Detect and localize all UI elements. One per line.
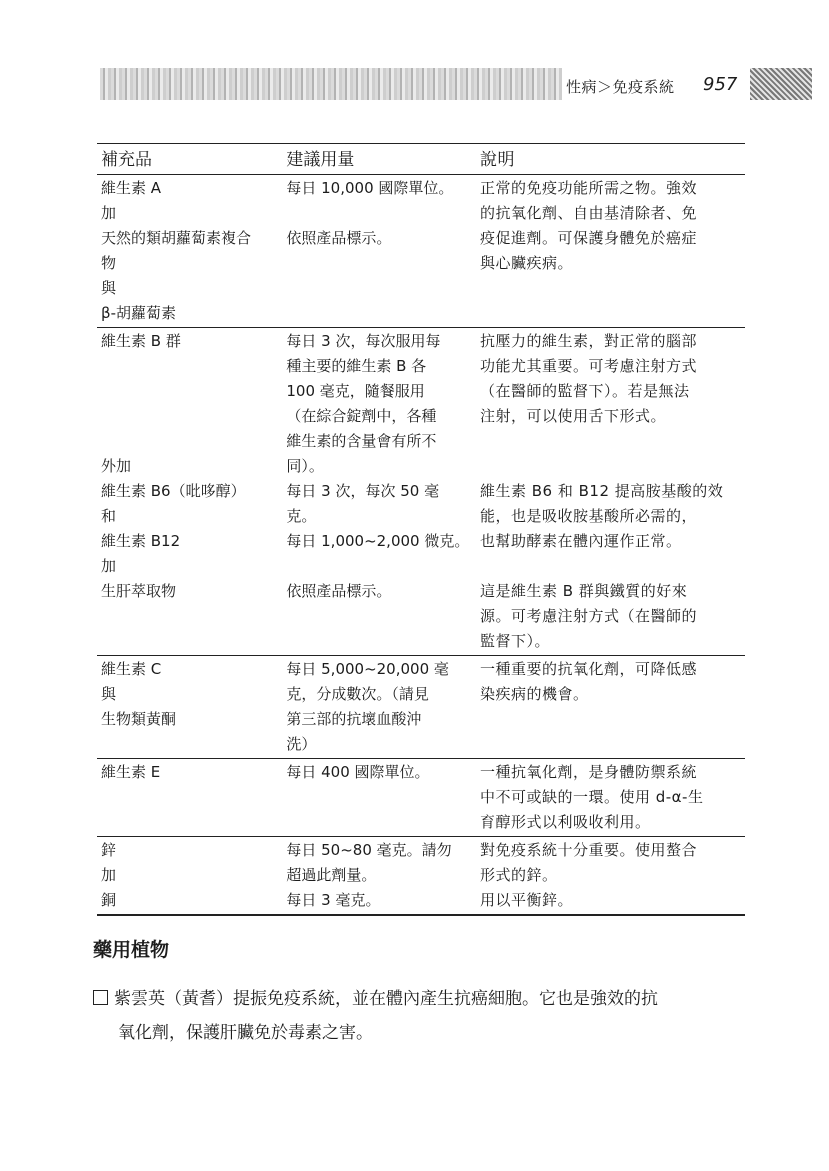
supplement-cell-line: 維生素 A: [101, 179, 162, 197]
note-cell: [476, 656, 745, 759]
supplement-cell: [97, 837, 282, 916]
note-cell-line: 監督下）。: [479, 632, 550, 650]
note-cell-line: 用以平衡鋅。: [479, 891, 573, 909]
note-cell-line: 的抗氧化劑、自由基清除者、免: [479, 204, 697, 222]
note-cell: [476, 837, 745, 916]
dosage-cell-line: 每日 10,000 國際單位。: [286, 179, 454, 197]
supplement-cell-line: 天然的類胡蘿蔔素複合: [101, 229, 252, 247]
dosage-cell: [282, 759, 476, 837]
note-cell-line: 與心臟疾病。: [479, 254, 573, 272]
supplement-cell-line: [101, 379, 278, 404]
note-cell: [476, 328, 745, 656]
supplement-cell-line: 維生素 B6（吡哆醇）: [101, 482, 246, 500]
paragraph-line-1: 紫雲英（黃耆）提振免疫系統，並在體內產生抗癌細胞。它也是強效的抗: [114, 989, 658, 1009]
dosage-cell: [282, 328, 476, 656]
note-cell-line: [480, 429, 741, 454]
dosage-cell-line: 每日 5,000~20,000 毫: [286, 660, 449, 678]
supplement-cell-line: 和: [101, 507, 117, 525]
supplement-cell: [97, 175, 282, 328]
table-row: [97, 328, 745, 656]
note-cell-line: 維生素 B6 和 B12 提高胺基酸的效: [479, 482, 724, 500]
dosage-cell-line: 每日 1,000~2,000 微克。: [286, 532, 470, 550]
header-supplement: 補充品: [97, 144, 282, 175]
supplement-cell-line: β-胡蘿蔔素: [101, 304, 176, 322]
supplement-cell-line: 維生素 E: [101, 763, 161, 781]
dosage-cell-line: 洗）: [286, 735, 317, 753]
dosage-cell-line: 每日 3 次，每次服用每: [286, 332, 441, 350]
note-cell-line: （在醫師的監督下）。若是無法: [479, 382, 690, 400]
table-header-row: [97, 144, 745, 175]
supplement-cell-line: [101, 429, 278, 454]
note-cell-line: 一種重要的抗氧化劑，可降低感: [479, 660, 697, 678]
header-note: 說明: [476, 144, 745, 175]
dosage-cell-line: 每日 400 國際單位。: [286, 763, 430, 781]
supplement-cell-line: 銅: [101, 891, 117, 909]
table-row: [97, 759, 745, 837]
supplement-cell-line: 維生素 B12: [101, 532, 181, 550]
supplement-cell-line: 維生素 B 群: [101, 332, 181, 350]
dosage-cell-line: 每日 50~80 毫克。請勿: [286, 841, 452, 859]
dosage-cell-line: 克。: [286, 507, 317, 525]
dosage-cell: [282, 175, 476, 328]
dosage-cell-line: 克，分成數次。（請見: [286, 685, 429, 703]
section-heading-herbs: 藥用植物: [93, 939, 170, 961]
supplement-cell: [97, 328, 282, 656]
note-cell: [476, 175, 745, 328]
supplement-cell-line: 鋅: [101, 841, 117, 859]
page-corner-mark: [750, 68, 812, 100]
supplement-cell: [97, 656, 282, 759]
note-cell-line: 對免疫系統十分重要。使用螯合: [479, 841, 697, 859]
supplement-table: [97, 143, 745, 916]
running-header-text-band: [100, 68, 562, 100]
page-number: 957: [703, 74, 738, 95]
table-row: [97, 175, 745, 328]
note-cell-line: 一種抗氧化劑，是身體防禦系統: [479, 763, 697, 781]
note-cell-line: 源。可考慮注射方式（在醫師的: [479, 607, 697, 625]
dosage-cell-line: 第三部的抗壞血酸沖: [286, 710, 422, 728]
dosage-cell-line: 依照產品標示。: [286, 229, 392, 247]
note-cell-line: 育醇形式以利吸收利用。: [479, 813, 651, 831]
supplement-cell-line: 生物類黃酮: [101, 710, 177, 728]
dosage-cell-line: 同）。: [286, 457, 324, 475]
supplement-cell: [97, 759, 282, 837]
note-cell-line: 染疾病的機會。: [479, 685, 589, 703]
supplement-cell-line: [101, 404, 278, 429]
dosage-cell-line: 依照產品標示。: [286, 582, 392, 600]
dosage-cell-line: 種主要的維生素 B 各: [286, 357, 427, 375]
dosage-cell-line: 100 毫克，隨餐服用: [286, 382, 425, 400]
dosage-cell-line: 維生素的含量會有所不: [286, 432, 437, 450]
note-cell-line: 疫促進劑。可保護身體免於癌症: [479, 229, 697, 247]
supplement-cell-line: 加: [101, 557, 117, 575]
supplement-cell-line: 物: [101, 254, 117, 272]
note-cell-line: 形式的鋅。: [479, 866, 558, 884]
dosage-cell: [282, 837, 476, 916]
table-row: [97, 656, 745, 759]
note-cell-line: 注射，可以使用舌下形式。: [479, 407, 666, 425]
table-row: [97, 837, 745, 916]
header-dosage: 建議用量: [282, 144, 476, 175]
supplement-cell-line: 與: [101, 279, 117, 297]
dosage-cell-line: [286, 201, 472, 226]
note-cell-line: 這是維生素 B 群與鐵質的好來: [479, 582, 688, 600]
paragraph-line-2: 氧化劑，保護肝臟免於毒素之害。: [118, 1023, 373, 1043]
dosage-cell-line: 每日 3 毫克。: [286, 891, 381, 909]
dosage-cell-line: （在綜合錠劑中，各種: [286, 407, 437, 425]
note-cell-line: 功能尤其重要。可考慮注射方式: [479, 357, 697, 375]
dosage-cell: [282, 656, 476, 759]
note-cell-line: 正常的免疫功能所需之物。強效: [479, 179, 697, 197]
note-cell: [476, 759, 745, 837]
dosage-cell-line: 每日 3 次，每次 50 毫: [286, 482, 440, 500]
checkbox-icon: [93, 990, 108, 1005]
supplement-cell-line: 生肝萃取物: [101, 582, 177, 600]
running-header-crumb: 性病＞免疫系統: [566, 78, 675, 96]
note-cell-line: 中不可或缺的一環。使用 d-α-生: [479, 788, 704, 806]
supplement-cell-line: 維生素 C: [101, 660, 162, 678]
supplement-cell-line: 加: [101, 866, 117, 884]
dosage-cell-line: [286, 554, 472, 579]
supplement-cell-line: [101, 354, 278, 379]
supplement-cell-line: 與: [101, 685, 117, 703]
note-cell-line: 抗壓力的維生素，對正常的腦部: [479, 332, 697, 350]
herb-paragraph: [93, 982, 753, 1050]
note-cell-line: 能，也是吸收胺基酸所必需的，: [479, 507, 697, 525]
supplement-cell-line: 加: [101, 204, 117, 222]
note-cell-line: [480, 454, 741, 479]
supplement-cell-line: 外加: [101, 457, 132, 475]
dosage-cell-line: 超過此劑量。: [286, 866, 377, 884]
note-cell-line: [480, 554, 741, 579]
note-cell-line: 也幫助酵素在體內運作正常。: [479, 532, 682, 550]
